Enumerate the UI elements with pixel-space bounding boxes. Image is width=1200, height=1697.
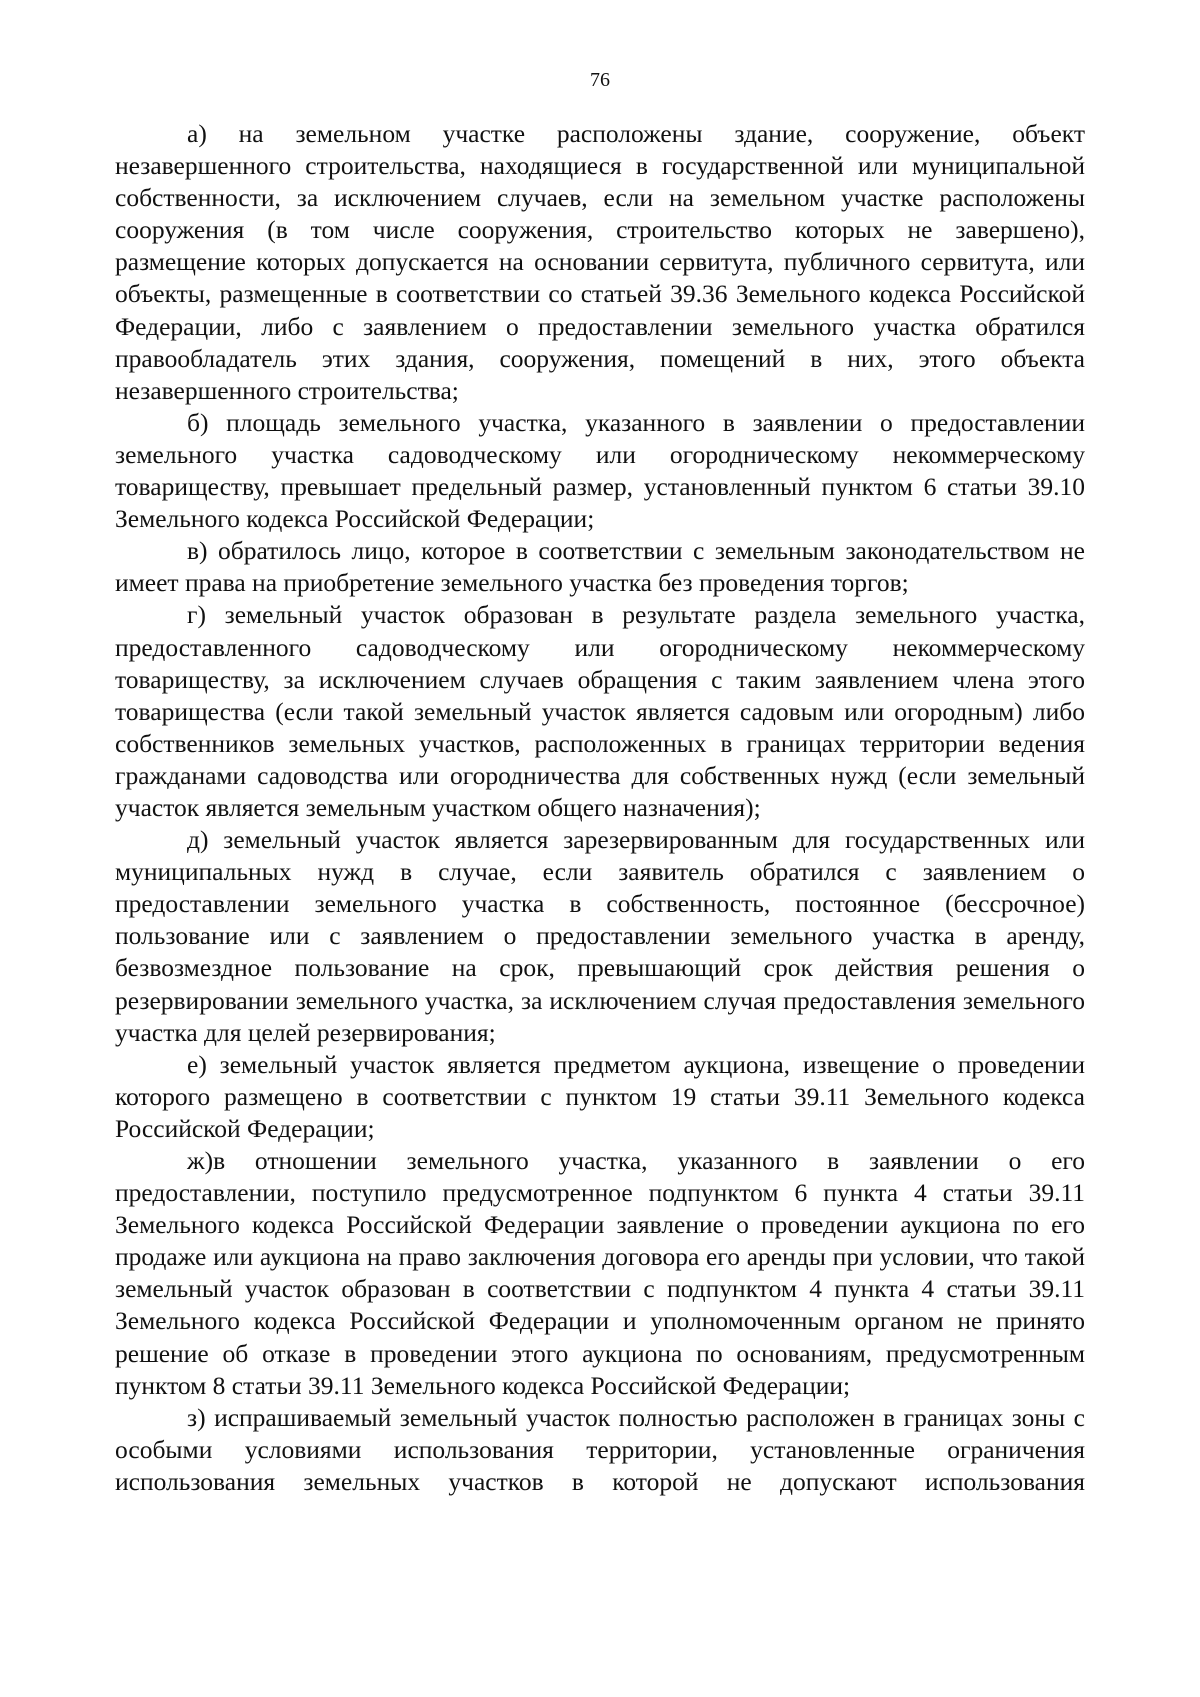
- paragraph-e: е) земельный участок является предметом аукциона, извещение о проведении которого размещено в соответствии с пунктом 19 статьи 39.11 Земельного кодекса Российской Федерации;: [115, 1049, 1085, 1143]
- paragraph-zh: ж)в отношении земельного участка, указанного в заявлении о его предоставлении, поступило предусмотренное подпунктом 6 пункта 4 статьи 39.11 Земельного кодекса Российской Федерации заявление о проведении аукциона по его продаже или аукциона на право заключения договора его аренды при условии, что такой земельный участок образован в соответствии с подпунктом 4 пункта 4 статьи 39.11 Земельного кодекса Российской Федерации и уполномоченным органом не принято решение об отказе в проведении этого аукциона по основаниям, предусмотренным пунктом 8 статьи 39.11 Земельного кодекса Российской Федерации;: [115, 1146, 1085, 1400]
- paragraph-z: з) испрашиваемый земельный участок полностью расположен в границах зоны с особыми условиями использования территории, установленные ограничения использования земельных участков в которой не допускают использования: [115, 1402, 1085, 1496]
- document-body: [115, 118, 1085, 1498]
- paragraph-v: в) обратилось лицо, которое в соответствии с земельным законодательством не имеет права на приобретение земельного участка без проведения торгов;: [115, 536, 1085, 598]
- page-number: 76: [590, 69, 610, 91]
- paragraph-d: д) земельный участок является зарезервированным для государственных или муниципальных нужд в случае, если заявитель обратился с заявлением о предоставлении земельного участка в собственность, постоянное (бессрочное) пользование или с заявлением о предоставлении земельного участка в аренду, безвозмездное пользование на срок, превышающий срок действия решения о резервировании земельного участка, за исключением случая предоставления земельного участка для целей резервирования;: [115, 825, 1085, 1047]
- paragraph-a: а) на земельном участке расположены здание, сооружение, объект незавершенного строительства, находящиеся в государственной или муниципальной собственности, за исключением случаев, если на земельном участке расположены сооружения (в том числе сооружения, строительство которых не завершено), размещение которых допускается на основании сервитута, публичного сервитута, или объекты, размещенные в соответствии со статьей 39.36 Земельного кодекса Российской Федерации, либо с заявлением о предоставлении земельного участка обратился правообладатель этих здания, сооружения, помещений в них, этого объекта незавершенного строительства;: [115, 119, 1085, 405]
- paragraph-g: г) земельный участок образован в результате раздела земельного участка, предоставленного садоводческому или огородническому некоммерческому товариществу, за исключением случаев обращения с таким заявлением члена этого товарищества (если такой земельный участок является садовым или огородным) либо собственников земельных участков, расположенных в границах территории ведения гражданами садоводства или огородничества для собственных нужд (если земельный участок является земельным участком общего назначения);: [115, 600, 1085, 822]
- paragraph-b: б) площадь земельного участка, указанного в заявлении о предоставлении земельного участка садоводческому или огородническому некоммерческому товариществу, превышает предельный размер, установленный пунктом 6 статьи 39.10 Земельного кодекса Российской Федерации;: [115, 407, 1085, 534]
